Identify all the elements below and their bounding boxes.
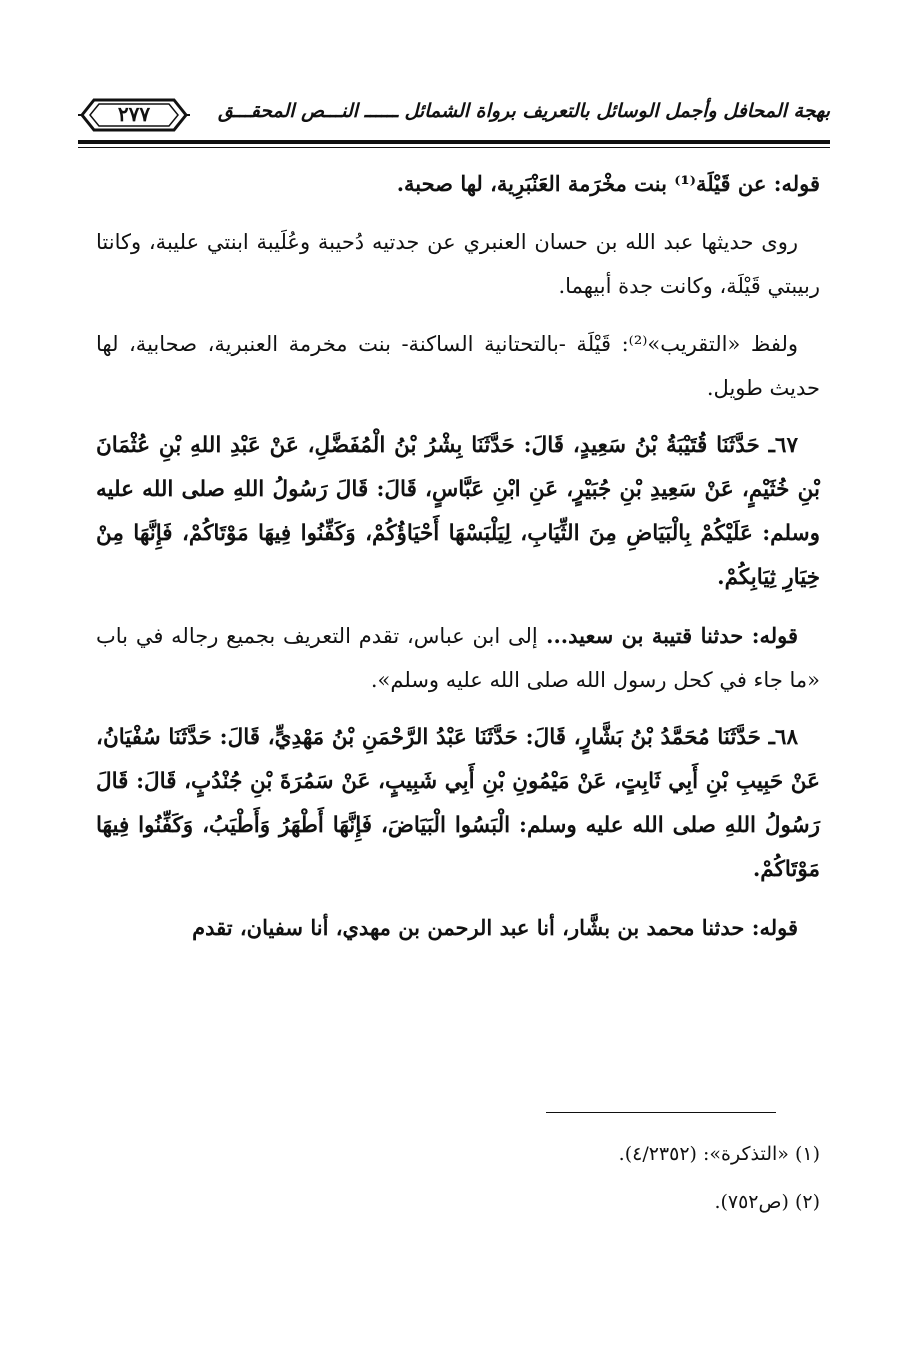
page-number: ٢٧٧: [117, 102, 151, 126]
commentary-paragraph: روى حديثها عبد الله بن حسان العنبري عن جدتيه دُحيبة وعُلَيبة ابنتي عليبة، وكانتا ربيبتي قَيْلَة، وكانت جدة أبيهما.: [96, 230, 820, 298]
page-header: [78, 96, 830, 140]
commentary-paragraph: [96, 614, 820, 702]
commentary-heading: قوله: عن قَيْلَة⁽¹⁾ بنت مخْرَمة العَنْبَرِية، لها صحبة.: [396, 171, 820, 196]
header-rule: [78, 140, 830, 144]
footnote-1: (١) «التذكرة»: (٤/٢٣٥٢).: [618, 1143, 820, 1165]
footnote-2: (٢) (ص٧٥٢).: [714, 1191, 820, 1213]
commentary-text: إلى ابن عباس، تقدم التعريف بجميع رجاله في باب «ما جاء في كحل رسول الله صلى الله عليه وسلم».: [96, 624, 820, 692]
hadith-67: ٦٧ـ حَدَّثَنَا قُتَيْبَةُ بْنُ سَعِيدٍ، قَالَ: حَدَّثَنَا بِشْرُ بْنُ الْمُفَضَّلِ، عَنْ عَبْدِ اللهِ بْنِ عُثْمَانَ بْنِ خُثَيْمٍ، عَنْ سَعِيدِ بْنِ جُبَيْرٍ، عَنِ ابْنِ عَبَّاسٍ، قَالَ: قَالَ رَسُولُ اللهِ صلى الله عليه وسلم: عَلَيْكُمْ بِالْبَيَاضِ مِنَ الثِّيَابِ، لِيَلْبَسْهَا أَحْيَاؤُكُمْ، وَكَفِّنُوا فِيهَا مَوْتَاكُمْ، فَإِنَّهَا مِنْ خِيَارِ ثِيَابِكُمْ.: [96, 433, 820, 590]
footnote-rule: [546, 1112, 776, 1113]
header-rule-thin: [78, 147, 830, 148]
commentary-lead: قوله: حدثنا قتيبة بن سعيد...: [537, 623, 798, 648]
running-title: بهجة المحافل وأجمل الوسائل بالتعريف برواة الشمائل ــــــ النـــص المحقـــق: [218, 100, 830, 122]
commentary-paragraph: ولفظ «التقريب»⁽²⁾: قَيْلَة -بالتحتانية الساكنة- بنت مخرمة العنبرية، صحابية، لها حديث طويل.: [96, 332, 820, 400]
page-number-badge: [78, 96, 190, 134]
footnotes: [96, 1130, 820, 1226]
main-text: [96, 162, 820, 964]
commentary-heading: قوله: حدثنا محمد بن بشَّار، أنا عبد الرحمن بن مهدي، أنا سفيان، تقدم: [192, 915, 798, 940]
hadith-68: ٦٨ـ حَدَّثَنَا مُحَمَّدُ بْنُ بَشَّارٍ، قَالَ: حَدَّثَنَا عَبْدُ الرَّحْمَنِ بْنُ مَهْدِيٍّ، قَالَ: حَدَّثَنَا سُفْيَانُ، عَنْ حَبِيبِ بْنِ أَبِي ثَابِتٍ، عَنْ مَيْمُونِ بْنِ أَبِي شَبِيبٍ، عَنْ سَمُرَةَ بْنِ جُنْدُبٍ، قَالَ: قَالَ رَسُولُ اللهِ صلى الله عليه وسلم: الْبَسُوا الْبَيَاضَ، فَإِنَّهَا أَطْهَرُ وَأَطْيَبُ، وَكَفِّنُوا فِيهَا مَوْتَاكُمْ.: [96, 725, 820, 882]
